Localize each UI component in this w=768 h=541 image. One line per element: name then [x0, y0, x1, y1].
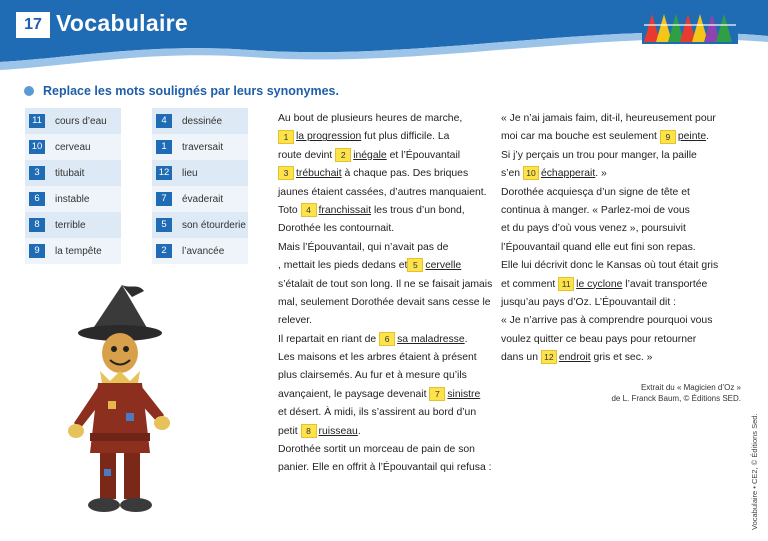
page-header [0, 0, 768, 72]
side-copyright: Vocabulaire • CE2, © Éditions Sed. [750, 413, 759, 530]
text-line [501, 202, 721, 220]
synonym-list-left [25, 108, 121, 264]
text-segment: . [357, 425, 361, 437]
underlined-word: franchissait [318, 204, 372, 216]
synonym-number: 8 [29, 218, 45, 232]
text-segment: l’Épouvantail quand elle eut fini son repas. [501, 241, 696, 253]
text-line [278, 147, 492, 165]
text-segment: les trous d’un bond, [371, 204, 465, 216]
synonym-number: 4 [156, 114, 172, 128]
text-segment: et l’Épouvantail [386, 149, 461, 161]
text-segment: Mais l’Épouvantail, qui n’avait pas de [278, 241, 449, 253]
text-line [501, 257, 721, 275]
synonym-number: 3 [29, 166, 45, 180]
credit-line-2: de L. Franck Baum, © Éditions SED. [611, 394, 741, 403]
text-line [501, 349, 721, 367]
word-number-tag: 2 [335, 148, 351, 162]
text-segment: Les maisons et les arbres étaient à présent [278, 352, 477, 364]
text-segment: s’étalait de tout son long. Il ne se faisait jamais [278, 278, 493, 290]
synonym-number: 5 [156, 218, 172, 232]
text-segment: jaunes étaient cassées, d’autres manquaient. [278, 186, 487, 198]
synonym-row [25, 212, 121, 238]
synonym-row [25, 134, 121, 160]
publisher-logo-icon [642, 10, 738, 44]
synonym-number: 9 [29, 244, 45, 258]
synonym-word: terrible [55, 219, 86, 231]
underlined-word: la progression [296, 131, 362, 143]
text-segment: l’avait transportée [622, 278, 708, 290]
text-line [278, 257, 492, 275]
text-segment: « Je n’arrive pas à comprendre pourquoi vous [501, 315, 713, 327]
underlined-word: sinistre [447, 388, 481, 400]
synonym-word: évaderait [182, 193, 224, 205]
word-number-tag: 3 [278, 166, 294, 180]
text-segment: Dorothée sortit un morceau de pain de son [278, 444, 475, 456]
synonym-word: l’avancée [182, 245, 225, 257]
text-line [278, 386, 492, 404]
word-number-tag: 1 [278, 130, 294, 144]
text-segment: panier. Elle en offrit à l’Épouvantail qui refusa : [278, 462, 492, 474]
text-line [278, 165, 492, 183]
word-number-tag: 11 [558, 277, 574, 291]
source-credit [560, 382, 741, 404]
text-line [501, 331, 721, 349]
text-segment: voulez quitter ce beau pays pour retourner [501, 333, 697, 345]
word-number-tag: 7 [429, 387, 445, 401]
scarecrow-illustration-icon [60, 283, 180, 513]
underlined-word: inégale [353, 149, 387, 161]
text-segment: relever. [278, 315, 313, 327]
text-segment: gris et sec. » [590, 352, 653, 364]
text-line [501, 184, 721, 202]
synonym-number: 12 [156, 166, 172, 180]
underlined-word: le cyclone [576, 278, 623, 290]
synonym-row [25, 186, 121, 212]
text-line [501, 312, 721, 330]
text-line [278, 128, 492, 146]
text-segment: Il repartait en riant de [278, 333, 380, 345]
text-segment: s’en [501, 168, 523, 180]
text-line [278, 294, 492, 312]
text-segment: route devint [278, 149, 336, 161]
instruction-text: Replace les mots soulignés par leurs synonymes. [43, 84, 339, 98]
text-segment: . [464, 333, 468, 345]
synonym-row [152, 108, 248, 134]
story-column-2 [501, 110, 721, 367]
text-segment: Au bout de plusieurs heures de marche, [278, 113, 463, 124]
text-segment: Dorothée acquiesça d’un signe de tête et [501, 186, 690, 198]
word-number-tag: 10 [523, 166, 539, 180]
underlined-word: peinte [677, 131, 707, 143]
text-line [278, 459, 492, 477]
synonym-number: 6 [29, 192, 45, 206]
synonym-row [25, 238, 121, 264]
word-number-tag: 8 [301, 424, 317, 438]
text-segment: et du pays d’où vous venez », poursuivit [501, 223, 686, 235]
text-line [278, 276, 492, 294]
synonym-word: cerveau [55, 141, 91, 153]
word-number-tag: 9 [660, 130, 676, 144]
text-segment: , mettait les pieds dedans et [278, 260, 408, 272]
underlined-word: ruisseau [318, 425, 358, 437]
synonym-row [152, 212, 248, 238]
text-segment: . » [595, 168, 607, 180]
synonym-word: lieu [182, 167, 198, 179]
text-line [501, 294, 721, 312]
text-segment: dans un [501, 352, 541, 364]
instruction [24, 83, 339, 99]
word-number-tag: 4 [301, 203, 317, 217]
underlined-word: sa maladresse [397, 333, 465, 345]
synonym-number: 10 [29, 140, 45, 154]
synonym-row [25, 160, 121, 186]
synonym-number: 2 [156, 244, 172, 258]
text-line [278, 423, 492, 441]
synonym-row [152, 134, 248, 160]
text-segment: avançaient, le paysage devenait [278, 388, 430, 400]
text-line [501, 147, 721, 165]
text-segment: et comment [501, 278, 559, 290]
text-line [278, 404, 492, 422]
page-number: 17 [16, 12, 50, 38]
synonym-number: 7 [156, 192, 172, 206]
text-segment: plus clairsemés. Au fur et à mesure qu’ils [278, 370, 467, 382]
synonym-word: la tempête [55, 245, 102, 257]
text-segment: moi car ma bouche est seulement [501, 131, 660, 143]
synonym-word: instable [55, 193, 90, 205]
text-line [278, 220, 492, 238]
synonym-row [152, 160, 248, 186]
underlined-word: cervelle [425, 260, 462, 272]
text-line [278, 312, 492, 330]
bullet-icon [24, 86, 34, 96]
text-segment: Elle lui décrivit donc le Kansas où tout était gris [501, 260, 719, 272]
text-line [278, 184, 492, 202]
text-line [501, 110, 721, 128]
synonym-word: traversait [182, 141, 224, 153]
text-line [278, 367, 492, 385]
text-line [278, 110, 492, 128]
text-line [278, 202, 492, 220]
synonym-word: titubait [55, 167, 85, 179]
word-number-tag: 5 [407, 258, 423, 272]
word-number-tag: 6 [379, 332, 395, 346]
text-segment: Toto [278, 204, 301, 216]
text-line [501, 239, 721, 257]
underlined-word: trébuchait [296, 168, 342, 180]
synonym-row [152, 186, 248, 212]
text-segment: continua à manger. « Parlez-moi de vous [501, 204, 690, 216]
text-segment: Si j’y perçais un trou pour manger, la paille [501, 149, 697, 161]
underlined-word: endroit [558, 352, 591, 364]
text-line [278, 331, 492, 349]
synonym-word: cours d’eau [55, 115, 107, 127]
synonym-word: son étourderie [182, 219, 246, 231]
text-line [278, 239, 492, 257]
page-title: Vocabulaire [56, 10, 188, 36]
synonym-list-right [152, 108, 248, 264]
word-number-tag: 12 [541, 350, 557, 364]
text-segment: et désert. À midi, ils s’assirent au bord d’un [278, 407, 477, 419]
text-segment: jusqu’au pays d’Oz. L’Épouvantail dit : [501, 296, 677, 308]
text-segment: Dorothée les contournait. [278, 223, 395, 235]
text-line [278, 441, 492, 459]
text-segment: fut plus difficile. La [361, 131, 450, 143]
credit-line-1: Extrait du « Magicien d’Oz » [640, 383, 741, 392]
text-segment: mal, seulement Dorothée devait sans cesse le [278, 296, 491, 308]
text-line [278, 349, 492, 367]
text-line [501, 165, 721, 183]
text-line [501, 220, 721, 238]
underlined-word: échapperait [540, 168, 596, 180]
synonym-number: 1 [156, 140, 172, 154]
text-segment: petit [278, 425, 301, 437]
text-line [501, 128, 721, 146]
text-segment: à chaque pas. Des briques [341, 168, 469, 180]
synonym-number: 11 [29, 114, 45, 128]
synonym-row [152, 238, 248, 264]
synonym-row [25, 108, 121, 134]
text-segment: . [706, 131, 710, 143]
text-line [501, 276, 721, 294]
text-segment: « Je n’ai jamais faim, dit-il, heureusement pour [501, 113, 716, 124]
story-column-1 [278, 110, 492, 478]
synonym-word: dessinée [182, 115, 223, 127]
